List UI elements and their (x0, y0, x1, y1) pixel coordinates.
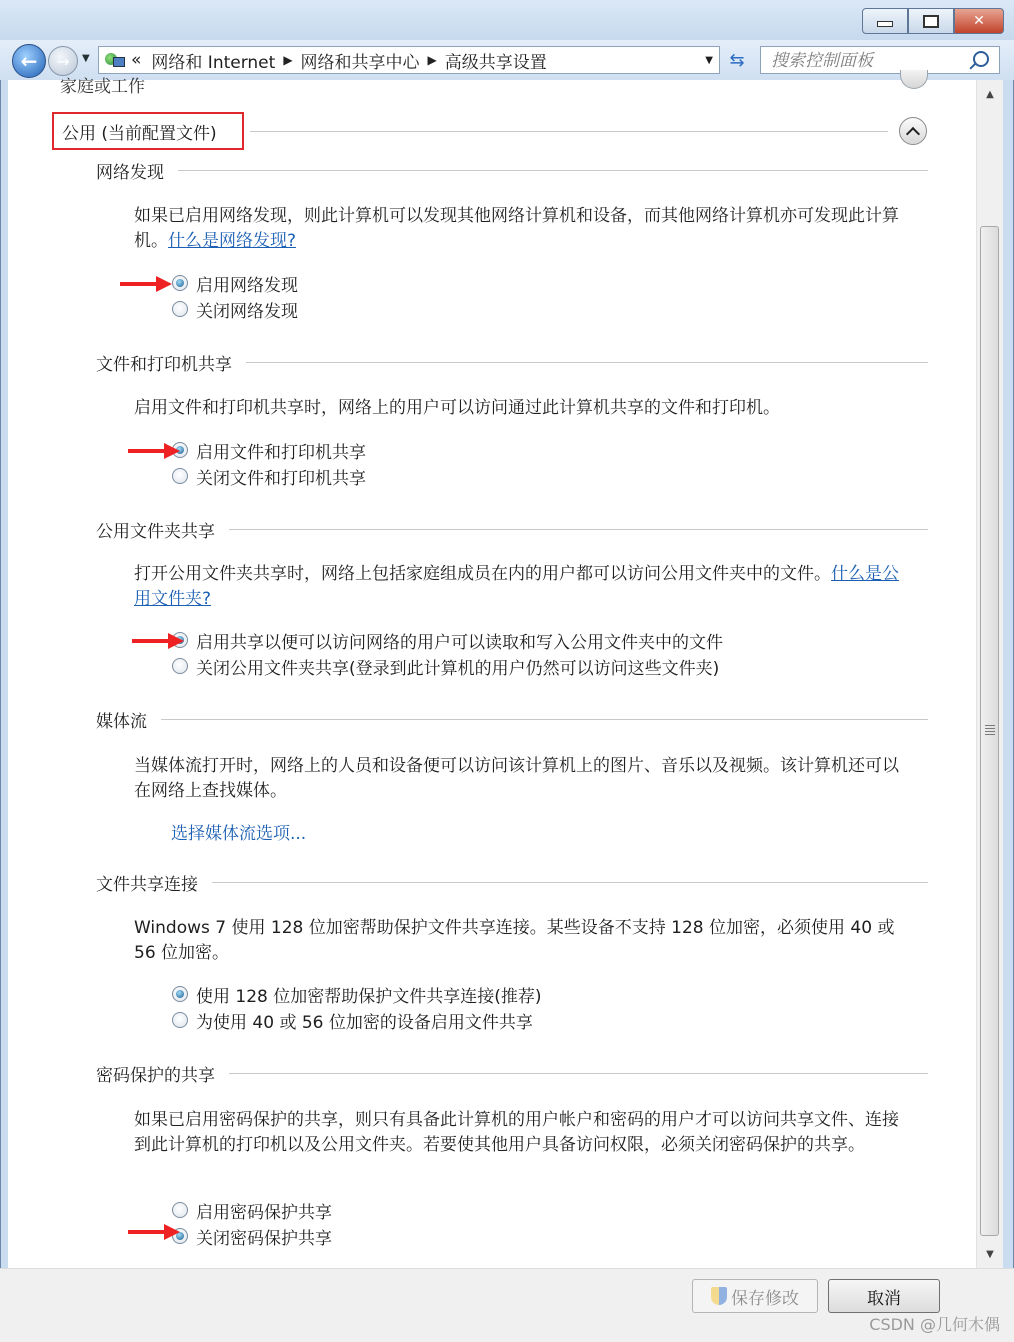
arrow-right-icon: → (56, 51, 70, 71)
minimize-icon (877, 21, 893, 27)
radio-enable-network-discovery[interactable] (172, 271, 298, 295)
save-label: 保存修改 (731, 1288, 799, 1309)
annotation-arrow-icon (128, 449, 166, 453)
section-description (134, 754, 914, 804)
breadcrumb-overflow[interactable]: « (131, 50, 142, 70)
save-changes-button[interactable] (692, 1279, 818, 1313)
annotation-arrow-icon (120, 282, 158, 286)
radio-selected-icon[interactable] (172, 275, 188, 291)
radio-unselected-icon[interactable] (172, 468, 188, 484)
minimize-button[interactable] (862, 8, 908, 34)
what-is-network-discovery-link[interactable]: 什么是网络发现? (168, 231, 297, 251)
description-text: Windows 7 使用 128 位加密帮助保护文件共享连接。某些设备不支持 128 位加密，必须使用 40 或 56 位加密。 (134, 918, 895, 963)
choose-media-streaming-options-link[interactable]: 选择媒体流选项... (171, 824, 307, 844)
maximize-button[interactable] (908, 8, 954, 34)
radio-unselected-icon[interactable] (172, 658, 188, 674)
scrollbar-thumb[interactable] (980, 226, 999, 1236)
radio-label: 启用网络发现 (196, 275, 298, 296)
radio-label: 关闭公用文件夹共享(登录到此计算机的用户仍然可以访问这些文件夹) (196, 658, 720, 679)
radio-label: 启用密码保护共享 (196, 1202, 332, 1223)
section-title-file-printer-sharing (96, 350, 928, 375)
section-title-password-protected-sharing (96, 1061, 928, 1086)
radio-unselected-icon[interactable] (172, 301, 188, 317)
annotation-arrow-icon (128, 1230, 166, 1234)
annotation-arrow-icon (132, 639, 170, 643)
divider (246, 362, 928, 363)
scroll-down-icon[interactable]: ▼ (986, 1248, 994, 1260)
radio-label: 启用文件和打印机共享 (196, 442, 366, 463)
section-title-text: 媒体流 (96, 712, 147, 732)
radio-disable-password-sharing[interactable] (172, 1224, 332, 1248)
maximize-icon (923, 15, 939, 28)
radio-128-bit-encryption[interactable] (172, 982, 542, 1006)
breadcrumb-item-network-sharing-center[interactable]: 网络和共享中心 (300, 52, 420, 73)
description-text: 如果已启用网络发现，则此计算机可以发现其他网络计算机和设备，而其他网络计算机亦可发现此计算机。 (134, 206, 899, 251)
cancel-label: 取消 (867, 1288, 901, 1309)
section-title-text: 密码保护的共享 (96, 1066, 215, 1086)
expand-previous-profile-button[interactable] (900, 70, 928, 89)
refresh-icon: ⇆ (729, 49, 745, 71)
divider (229, 1073, 928, 1074)
breadcrumb-separator-icon[interactable]: ▶ (283, 53, 293, 67)
back-button[interactable] (12, 44, 46, 78)
breadcrumb-separator-icon[interactable]: ▶ (427, 53, 437, 67)
section-description (134, 562, 914, 612)
section-title-file-sharing-connections (96, 870, 928, 895)
section-description (134, 204, 914, 254)
radio-label: 关闭文件和打印机共享 (196, 468, 366, 489)
cancel-button[interactable] (828, 1279, 940, 1313)
breadcrumb-item-advanced-sharing[interactable]: 高级共享设置 (444, 52, 547, 73)
description-text: 当媒体流打开时，网络上的人员和设备便可以访问该计算机上的图片、音乐以及视频。该计算机还可以在网络上查找媒体。 (134, 756, 899, 801)
address-bar[interactable] (98, 46, 720, 74)
description-text: 打开公用文件夹共享时，网络上包括家庭组成员在内的用户都可以访问公用文件夹中的文件。 (134, 564, 831, 584)
radio-label: 使用 128 位加密帮助保护文件共享连接(推荐) (196, 986, 542, 1007)
what-is-public-folder-link[interactable]: 什么是公用文件夹? (134, 564, 899, 609)
window-controls (862, 8, 1004, 34)
section-title-text: 文件共享连接 (96, 875, 198, 895)
divider (178, 170, 928, 171)
section-title-text: 文件和打印机共享 (96, 355, 232, 375)
section-title-text: 网络发现 (96, 163, 164, 183)
section-description (134, 396, 914, 421)
search-box[interactable] (760, 46, 1000, 74)
radio-enable-password-sharing[interactable] (172, 1198, 332, 1222)
radio-unselected-icon[interactable] (172, 1202, 188, 1218)
refresh-button[interactable] (722, 46, 752, 74)
description-text: 启用文件和打印机共享时，网络上的用户可以访问通过此计算机共享的文件和打印机。 (134, 398, 780, 418)
radio-40-56-bit-encryption[interactable] (172, 1008, 533, 1032)
chevron-down-icon: ▼ (82, 53, 90, 64)
radio-label: 启用共享以便可以访问网络的用户可以读取和写入公用文件夹中的文件 (196, 632, 723, 653)
radio-label: 关闭密码保护共享 (196, 1228, 332, 1249)
section-title-text: 公用文件夹共享 (96, 522, 215, 542)
profile-header-public[interactable] (52, 112, 244, 150)
divider (229, 529, 928, 530)
section-description (134, 916, 914, 966)
recent-pages-dropdown[interactable] (82, 53, 90, 64)
grip-icon (985, 725, 995, 735)
divider (212, 882, 928, 883)
section-title-network-discovery (96, 158, 928, 183)
section-title-public-folder-sharing (96, 517, 928, 542)
collapse-profile-button[interactable] (899, 117, 927, 145)
radio-unselected-icon[interactable] (172, 1012, 188, 1028)
radio-disable-public-folder-sharing[interactable] (172, 654, 719, 678)
close-button[interactable] (954, 8, 1004, 34)
search-icon[interactable] (973, 51, 989, 67)
address-dropdown-icon[interactable]: ▼ (705, 54, 713, 66)
profile-title: 公用 (当前配置文件) (62, 123, 217, 144)
section-title-media-streaming (96, 707, 928, 732)
settings-content (8, 77, 976, 1268)
radio-enable-file-printer-sharing[interactable] (172, 438, 366, 462)
divider (161, 719, 928, 720)
radio-label: 关闭网络发现 (196, 301, 298, 322)
radio-disable-network-discovery[interactable] (172, 297, 298, 321)
radio-label: 为使用 40 或 56 位加密的设备启用文件共享 (196, 1012, 533, 1033)
section-description (134, 1108, 914, 1158)
search-input[interactable] (769, 48, 973, 74)
description-text: 如果已启用密码保护的共享，则只有具备此计算机的用户帐户和密码的用户才可以访问共享文件、连接到此计算机的打印机以及公用文件夹。若要使其他用户具备访问权限，必须关闭密码保护的共享。 (134, 1110, 899, 1155)
scroll-up-icon[interactable]: ▲ (986, 88, 994, 100)
close-icon: ✕ (973, 13, 985, 29)
radio-disable-file-printer-sharing[interactable] (172, 464, 366, 488)
title-bar (0, 0, 1014, 40)
uac-shield-icon (711, 1287, 727, 1305)
radio-enable-public-folder-sharing[interactable] (172, 628, 723, 652)
watermark: CSDN @几何木偶 (869, 1315, 1000, 1334)
vertical-scrollbar[interactable] (976, 80, 1003, 1268)
divider (250, 131, 888, 132)
radio-selected-icon[interactable] (172, 986, 188, 1002)
arrow-left-icon: ← (20, 49, 38, 73)
previous-profile-header[interactable]: 家庭或工作 (60, 77, 145, 97)
network-icon (103, 51, 125, 69)
breadcrumb-item-network-internet[interactable]: 网络和 Internet (151, 52, 276, 73)
